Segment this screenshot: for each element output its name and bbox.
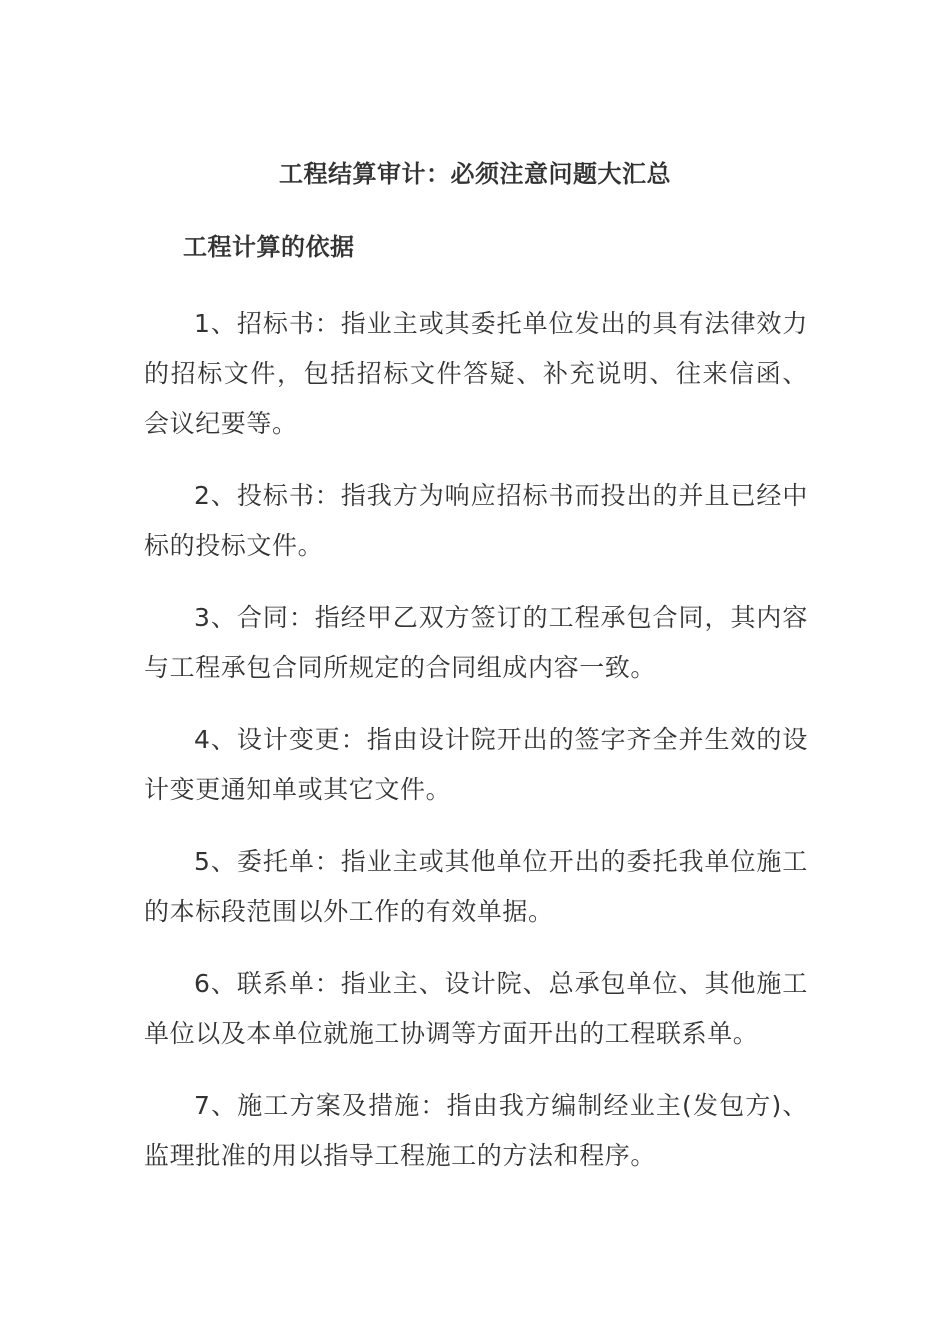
paragraph-tender-document: 1、招标书：指业主或其委托单位发出的具有法律效力的招标文件，包括招标文件答疑、补充说明、往来信函、会议纪要等。: [144, 309, 808, 438]
paragraph-bid-document: 2、投标书：指我方为响应招标书而投出的并且已经中标的投标文件。: [144, 481, 808, 560]
paragraph-construction-plan: 7、施工方案及措施：指由我方编制经业主(发包方)、监理批准的用以指导工程施工的方法和程序。: [144, 1091, 808, 1170]
paragraph-contact-note: 6、联系单：指业主、设计院、总承包单位、其他施工单位以及本单位就施工协调等方面开出的工程联系单。: [144, 969, 808, 1048]
paragraph-contract: 3、合同：指经甲乙双方签订的工程承包合同，其内容与工程承包合同所规定的合同组成内容一致。: [144, 603, 808, 682]
paragraph-design-change: 4、设计变更：指由设计院开出的签字齐全并生效的设计变更通知单或其它文件。: [144, 725, 808, 804]
document-body: [144, 299, 808, 1203]
section-heading: 工程计算的依据: [183, 233, 355, 261]
document-title: 工程结算审计：必须注意问题大汇总: [279, 160, 671, 188]
paragraph-commission-note: 5、委托单：指业主或其他单位开出的委托我单位施工的本标段范围以外工作的有效单据。: [144, 847, 808, 926]
